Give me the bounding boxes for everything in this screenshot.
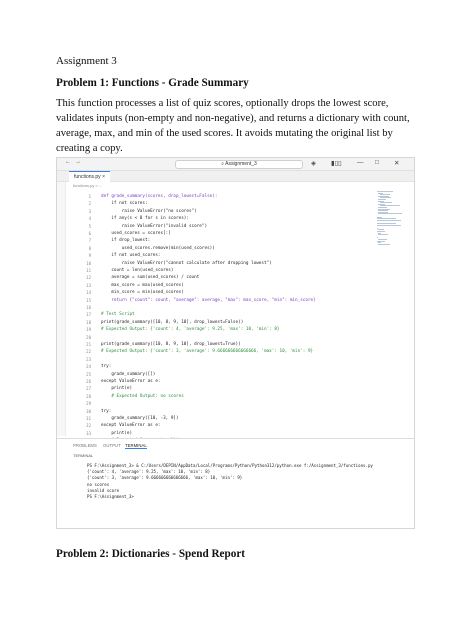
code-line: return {"count": count, "average": average, "max": max_score, "min": min_score}: [101, 297, 316, 303]
command-search[interactable]: ⌕ Assignment_3: [175, 160, 303, 169]
layout-icon[interactable]: ▮▯▯: [331, 160, 342, 167]
code-line: raise ValueError("invalid score"): [101, 223, 208, 229]
terminal-line: invalid score: [87, 487, 120, 493]
code-line: print(grade_summary([10, 8, 9, 10], drop_lowest=False)): [101, 319, 244, 325]
code-line: # Expected Output: no scores: [101, 393, 184, 399]
line-number: 13: [86, 282, 91, 288]
line-number: 3: [88, 208, 91, 214]
editor-tabs: [57, 171, 414, 182]
code-line: # Expected Output: {'count': 3, 'average': 9.666666666666666, 'max': 10, 'min': 9}: [101, 349, 314, 355]
line-number: 9: [88, 253, 91, 259]
code-line: if not scores:: [101, 201, 148, 207]
minimap-line: [378, 244, 389, 245]
line-number: 19: [86, 327, 91, 333]
problem1-title: Problem 1: Functions - Grade Summary: [56, 77, 249, 89]
line-number: 26: [86, 379, 91, 384]
code-line: average = sum(used_scores) / count: [101, 275, 200, 281]
minimize-icon[interactable]: —: [357, 159, 364, 166]
code-line: if any(s < 0 for s in scores):: [101, 216, 189, 222]
code-line: raise ValueError("no scores"): [101, 208, 197, 214]
code-line: grade_summary([]): [101, 371, 156, 377]
minimap-line: [377, 220, 401, 221]
terminal-line: {'count': 4, 'average': 9.25, 'max': 10, 'min': 8}: [87, 469, 211, 475]
line-number: 25: [86, 371, 91, 377]
line-number: 32: [86, 423, 91, 429]
line-number: 18: [86, 319, 91, 325]
line-number: 29: [86, 401, 91, 407]
minimap[interactable]: [377, 191, 407, 251]
bottom-panel: [57, 438, 414, 529]
assignment-heading: Assignment 3: [56, 55, 117, 67]
line-number: 11: [86, 268, 91, 273]
code-line: except ValueError as e:: [101, 379, 161, 384]
tab-functions-py[interactable]: functions.py ×: [69, 171, 110, 182]
code-line: except ValueError as e:: [101, 423, 161, 429]
line-number: 12: [86, 275, 91, 281]
forward-arrow-icon[interactable]: →: [75, 159, 81, 165]
line-number: 21: [86, 342, 91, 347]
code-line: # Expected Output: {'count': 4, 'average': 9.25, 'max': 10, 'min': 8}: [101, 327, 280, 333]
terminal-shell-label: TERMINAL: [73, 453, 94, 458]
line-number: 5: [88, 223, 91, 229]
line-number: 2: [88, 201, 91, 207]
copilot-icon[interactable]: ◈: [311, 160, 316, 167]
line-number: 30: [86, 408, 91, 414]
terminal-line: PS F:\Assignment_3>: [87, 494, 134, 499]
terminal-line: PS F:\Assignment_3> & C:/Users/DEPIN/AppData/Local/Programs/Python/Python312/python.exe f:/Assignment_3/functions.py: [87, 463, 373, 468]
minimap-line: [377, 225, 401, 226]
code-line: count = len(used_scores): [101, 268, 174, 273]
line-number: 6: [88, 231, 91, 236]
back-arrow-icon[interactable]: ←: [65, 159, 71, 165]
minimap-line: [378, 234, 388, 235]
line-number: 8: [88, 245, 91, 251]
maximize-icon[interactable]: □: [375, 159, 379, 166]
terminal-line: {'count': 3, 'average': 9.666666666666666, 'max': 10, 'min': 9}: [87, 475, 243, 481]
line-number: 20: [86, 334, 91, 340]
line-number: 16: [86, 305, 91, 310]
vscode-screenshot: [56, 157, 415, 529]
code-line: try:: [101, 408, 112, 414]
code-line: grade_summary([10, -3, 9]): [101, 416, 179, 421]
problem2-title: Problem 2: Dictionaries - Spend Report: [56, 548, 246, 560]
code-editor[interactable]: [57, 190, 414, 460]
tab-output[interactable]: OUTPUT: [103, 443, 121, 448]
line-number: 7: [88, 238, 91, 244]
line-number: 14: [86, 290, 91, 296]
line-number: 27: [86, 386, 91, 392]
line-number: 23: [86, 356, 91, 362]
code-line: try:: [101, 364, 112, 370]
line-number: 4: [88, 216, 91, 222]
code-line: max_score = max(used_scores): [101, 282, 184, 288]
terminal-line: no scores: [87, 481, 110, 487]
code-line: if not used_scores:: [101, 253, 161, 259]
search-icon: ⌕: [221, 161, 226, 167]
line-number: 1: [88, 194, 91, 199]
code-line: used_scores.remove(min(used_scores)): [101, 245, 215, 251]
line-number: 10: [86, 260, 91, 266]
code-line: print(e): [101, 430, 133, 436]
line-number: 22: [86, 349, 91, 355]
code-line: print(grade_summary([10, 8, 9, 10], drop_lowest=True)): [101, 342, 241, 347]
breadcrumb[interactable]: functions.py > ...: [73, 183, 103, 188]
code-line: def grade_summary(scores, drop_lowest=False):: [101, 194, 218, 199]
line-number: 15: [86, 297, 91, 303]
close-icon[interactable]: ✕: [394, 160, 400, 167]
minimap-line: [378, 213, 402, 214]
code-line: # Test Script: [101, 312, 135, 318]
line-number: 17: [86, 312, 91, 318]
code-line: min_score = min(used_scores): [101, 290, 184, 296]
line-number: 28: [86, 393, 91, 399]
line-number: 33: [86, 430, 91, 436]
problem1-description: This function processes a list of quiz scores, optionally drops the lowest score, validates inputs (non-empty and non-negative), and returns a dictionary with count, average, max, and min of the used scores. It avoids mutating the original list by creating a copy.: [56, 98, 410, 154]
code-line: used_scores = scores[:]: [101, 231, 171, 236]
code-line: if drop_lowest:: [101, 238, 151, 244]
code-line: print(e): [101, 386, 133, 392]
tab-problems[interactable]: PROBLEMS: [73, 443, 97, 448]
title-bar: [57, 158, 414, 171]
line-number: 31: [86, 416, 91, 421]
code-line: raise ValueError("cannot calculate after dropping lowest"): [101, 260, 272, 266]
line-number: 24: [86, 364, 91, 370]
tab-terminal[interactable]: TERMINAL: [125, 443, 147, 448]
